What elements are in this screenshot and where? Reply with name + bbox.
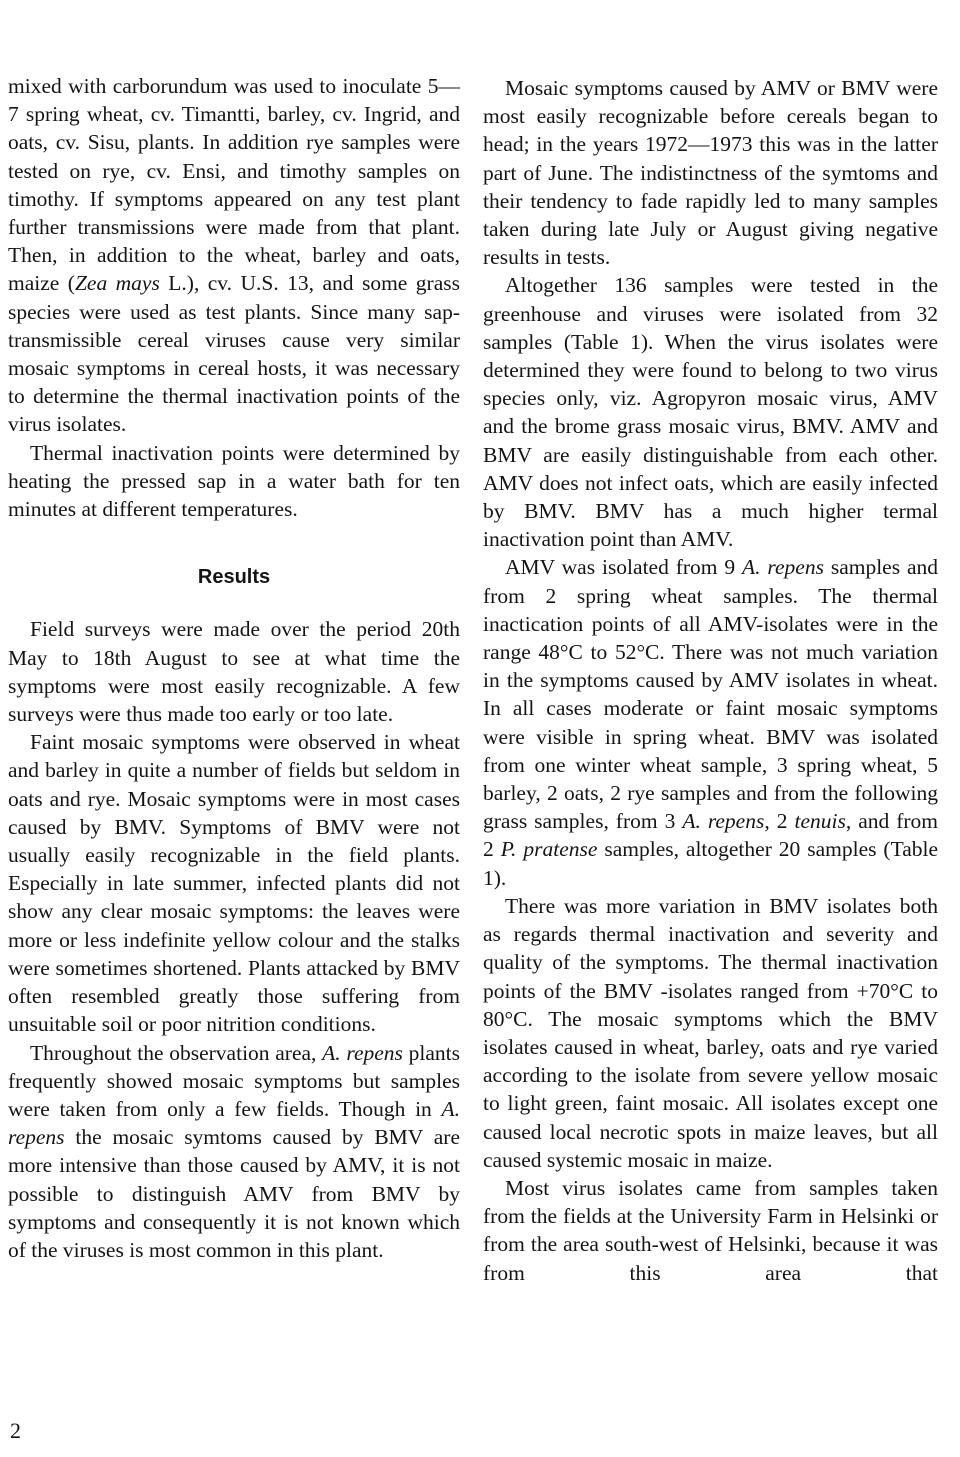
paragraph: mixed with carborundum was used to inoculate 5—7 spring wheat, cv. Timantti, barley, cv. Ingrid, and oats, cv. Sisu, plants. In addition rye samples were tested on rye, cv. Ensi, and timothy samples on timothy. If symptoms appeared on any test plant further transmissions were made from that plant. Then, in addition to the wheat, barley and oats, maize (Zea mays L.), cv. U.S. 13, and some grass species were used as test plants. Since many sap-transmissible cereal viruses cause very similar mosaic symptoms in cereal hosts, it was necessary to determine the thermal inactivation points of the virus isolates. <box>8 74 460 437</box>
paragraph: Mosaic symptoms caused by AMV or BMV were most easily recognizable before cereals began to head; in the years 1972—1973 this was in the latter part of June. The indistinctness of the symtoms and their tendency to fade rapidly led to many samples taken during late July or August giving negative results in tests. <box>483 76 938 270</box>
right-column <box>483 74 938 1287</box>
paragraph: There was more variation in BMV isolates both as regards thermal inactivation and severity and quality of the symptoms. The thermal inactivation points of the BMV -isolates ranged from +70°C to 80°C. The mosaic symptoms which the BMV isolates caused in wheat, barley, oats and rye varied according to the isolate from severe yellow mosaic to light green, faint mosaic. All isolates except one caused local necrotic spots in maize leaves, but all caused systemic mosaic in maize. <box>483 893 938 1172</box>
paragraph: Most virus isolates came from samples taken from the fields at the University Farm in Helsinki or from the area south-west of Helsinki, because it was from this area that <box>483 1175 938 1285</box>
section-heading: Results <box>197 566 271 589</box>
paragraph: Field surveys were made over the period 20th May to 18th August to see at what time the symptoms were most easily recognizable. A few surveys were thus made too early or too late. <box>8 617 460 727</box>
left-column <box>8 72 460 1264</box>
paragraph: Faint mosaic symptoms were observed in wheat and barley in quite a number of fields but seldom in oats and rye. Mosaic symptoms were in most cases caused by BMV. Symptoms of BMV were not usually easily recognizable in the field plants. Especially in late summer, infected plants did not show any clear mosaic symptoms: the leaves were more or less indefinite yellow colour and the stalks were sometimes shortened. Plants attacked by BMV often resembled greatly those suffering from unsuitable soil or poor nitrition conditions. <box>8 730 460 1037</box>
paragraph: Altogether 136 samples were tested in the greenhouse and viruses were isolated from 32 samples (Table 1). When the virus isolates were determined they were found to belong to two virus species only, viz. Agropyron mosaic virus, AMV and the brome grass mosaic virus, BMV. AMV and BMV are easily distinguishable from each other. AMV does not infect oats, which are easily infected by BMV. BMV has a much higher termal inactivation point than AMV. <box>483 273 938 552</box>
paragraph: AMV was isolated from 9 A. repens samples and from 2 spring wheat samples. The thermal inactication points of all AMV-isolates were in the range 48°C to 52°C. There was not much variation in the symptoms caused by AMV isolates in wheat. In all cases moderate or faint mosaic symptoms were visible in spring wheat. BMV was isolated from one winter wheat sample, 3 spring wheat, 5 barley, 2 oats, 2 rye samples and from the following grass samples, from 3 A. repens, 2 tenuis, and from 2 P. pratense samples, altogether 20 samples (Table 1). <box>483 555 939 890</box>
page-number: 2 <box>10 1418 21 1443</box>
paragraph: Throughout the observation area, A. repens plants frequently showed mosaic symptoms but samples were taken from only a few fields. Though in A. repens the mosaic symtoms caused by BMV are more intensive than those caused by AMV, it is not possible to distinguish AMV from BMV by symptoms and consequently it is not known which of the viruses is most common in this plant. <box>8 1040 461 1262</box>
paragraph: Thermal inactivation points were determined by heating the pressed sap in a water bath for ten minutes at different temperatures. <box>8 440 460 522</box>
